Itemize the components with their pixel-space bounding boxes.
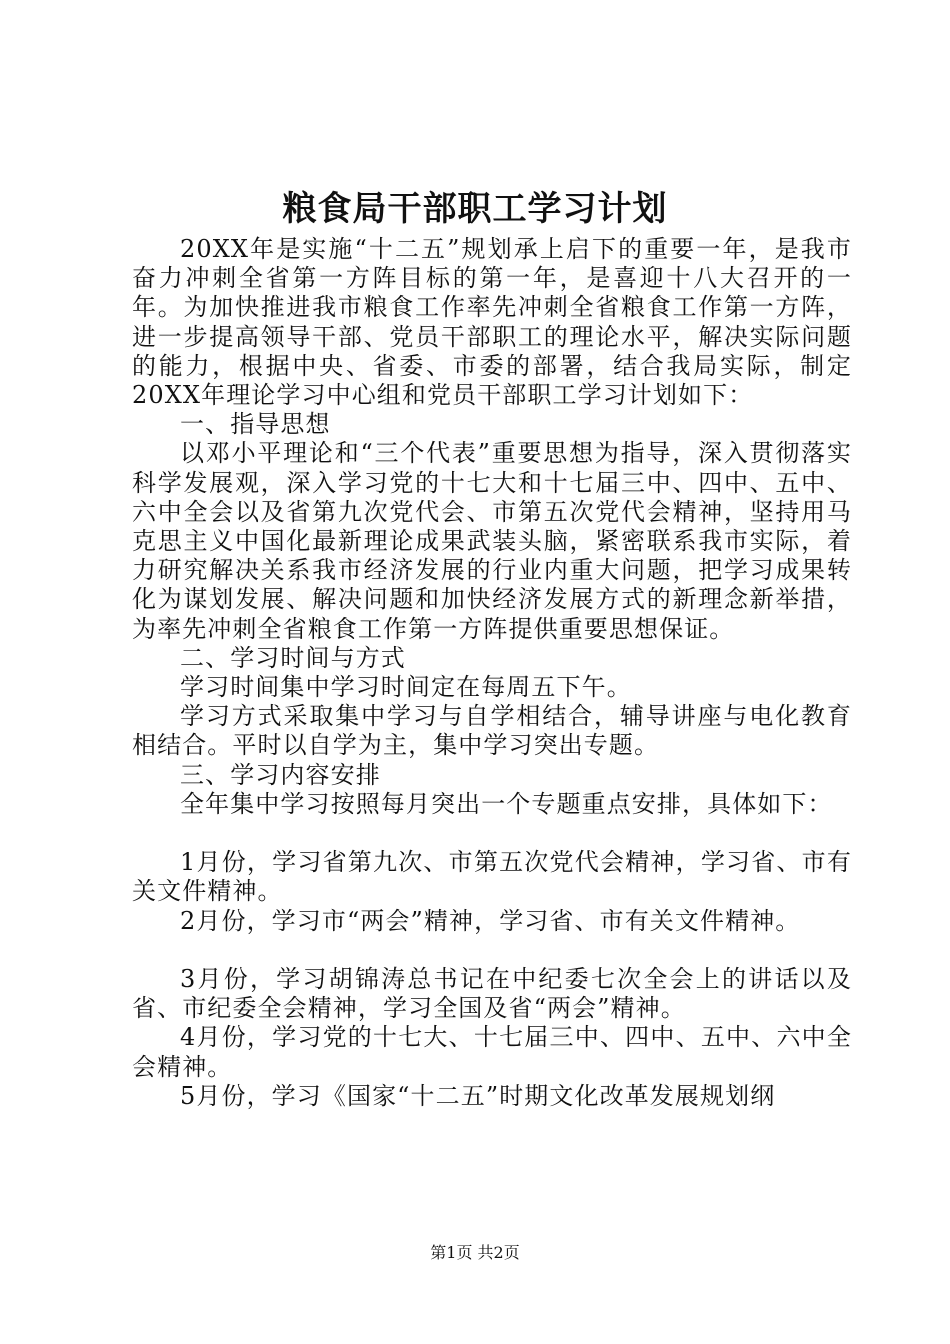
- page-number-footer: 第1页 共2页: [430, 1243, 520, 1262]
- month-item-january: 1月份，学习省第九次、市第五次党代会精神，学习省、市有关文件精神。: [132, 848, 852, 906]
- month-item-march: 3月份，学习胡锦涛总书记在中纪委七次全会上的讲话以及省、市纪委全会精神，学习全国及省“两会”精神。: [132, 965, 852, 1023]
- intro-paragraph: 20XX年是实施“十二五”规划承上启下的重要一年，是我市奋力冲刺全省第一方阵目标的第一年，是喜迎十八大召开的一年。为加快推进我市粮食工作率先冲刺全省粮食工作第一方阵，进一步提高领导干部、党员干部职工的理论水平，解决实际问题的能力，根据中央、省委、市委的部署，结合我局实际，制定20XX年理论学习中心组和党员干部职工学习计划如下：: [132, 235, 852, 410]
- document-title: 粮食局干部职工学习计划: [282, 189, 668, 229]
- document-body: [132, 235, 852, 1111]
- month-item-may: 5月份，学习《国家“十二五”时期文化改革发展规划纲: [180, 1081, 776, 1110]
- month-item-february: 2月份，学习市“两会”精神，学习省、市有关文件精神。: [180, 906, 801, 935]
- month-item-april: 4月份，学习党的十七大、十七届三中、四中、五中、六中全会精神。: [132, 1023, 852, 1081]
- content-arrangement-paragraph: 全年集中学习按照每月突出一个专题重点安排，具体如下：: [180, 789, 833, 818]
- study-time-paragraph: 学习时间集中学习时间定在每周五下午。: [180, 673, 632, 702]
- section-heading-content-arrangement: 三、学习内容安排: [180, 760, 381, 789]
- guiding-thought-paragraph: 以邓小平理论和“三个代表”重要思想为指导，深入贯彻落实科学发展观，深入学习党的十七大和十七届三中、四中、五中、六中全会以及省第九次党代会、市第五次党代会精神，坚持用马克思主义中国化最新理论成果武装头脑，紧密联系我市实际，着力研究解决关系我市经济发展的行业内重大问题，把学习成果转化为谋划发展、解决问题和加快经济发展方式的新理念新举措，为率先冲刺全省粮食工作第一方阵提供重要思想保证。: [132, 439, 852, 643]
- section-heading-time-and-method: 二、学习时间与方式: [180, 643, 406, 672]
- study-method-paragraph: 学习方式采取集中学习与自学相结合，辅导讲座与电化教育相结合。平时以自学为主，集中学习突出专题。: [132, 702, 852, 760]
- section-heading-guiding-thought: 一、指导思想: [180, 410, 331, 439]
